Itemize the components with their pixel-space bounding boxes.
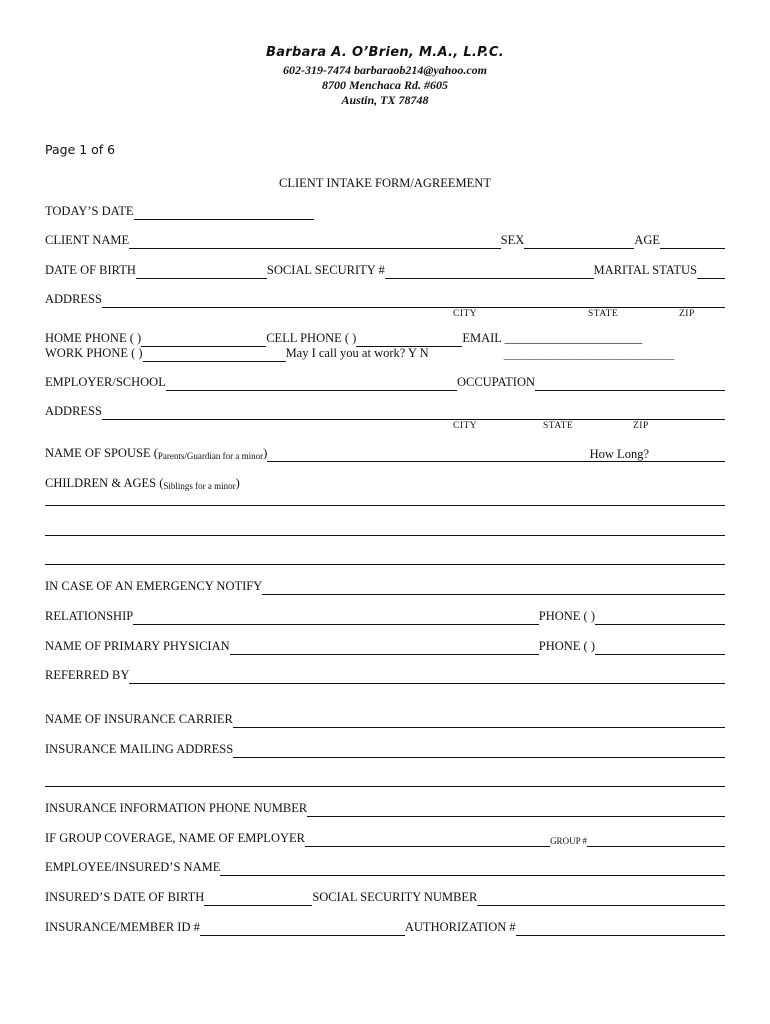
employer-field[interactable] — [166, 376, 457, 391]
children-line-2[interactable] — [45, 535, 725, 536]
children-note: Siblings for a minor — [163, 481, 236, 491]
provider-contact: 602-319-7474 barbaraob214@yahoo.com — [283, 63, 487, 77]
insurance-address-label: INSURANCE MAILING ADDRESS — [45, 742, 234, 756]
address-row — [45, 292, 725, 308]
state-caption-2: STATE — [543, 421, 574, 431]
email-label: EMAIL ______________________ — [462, 331, 643, 345]
ssn-field[interactable] — [385, 264, 594, 279]
group-employer-label: IF GROUP COVERAGE, NAME OF EMPLOYER — [45, 831, 305, 845]
referred-row — [45, 668, 725, 684]
phone-field-1[interactable] — [595, 610, 725, 625]
address-label: ADDRESS — [45, 292, 102, 306]
insurance-phone-label: INSURANCE INFORMATION PHONE NUMBER — [45, 801, 308, 815]
client-name-field[interactable] — [129, 234, 501, 249]
home-phone-label: HOME PHONE ( ) — [45, 331, 142, 345]
age-label: AGE — [634, 233, 660, 247]
phone-label-2: PHONE ( ) — [538, 639, 595, 653]
physician-label: NAME OF PRIMARY PHYSICIAN — [45, 639, 230, 653]
authorization-label: AUTHORIZATION # — [404, 920, 516, 934]
city-caption-2: CITY — [453, 421, 478, 431]
how-long-label: How Long? — [589, 447, 649, 461]
children-label: CHILDREN & AGES ( — [45, 476, 164, 490]
todays-date-label: TODAY’S DATE — [45, 204, 134, 218]
employer-address-field[interactable] — [102, 405, 725, 420]
insured-dob-row — [45, 890, 725, 906]
zip-caption-2: ZIP — [633, 421, 649, 431]
client-name-label: CLIENT NAME — [45, 233, 130, 247]
insured-name-label: EMPLOYEE/INSURED’S NAME — [45, 860, 221, 874]
employer-label: EMPLOYER/SCHOOL — [45, 375, 166, 389]
relationship-field[interactable] — [133, 610, 539, 625]
member-id-row — [45, 920, 725, 936]
emergency-field[interactable] — [262, 580, 725, 595]
insurance-address-line-2[interactable] — [45, 786, 725, 787]
work-extra-field[interactable]: _______________________________ — [503, 349, 675, 361]
spouse-close: ) — [263, 446, 268, 460]
employer-address-row — [45, 404, 725, 420]
home-phone-field[interactable] — [141, 332, 266, 347]
dob-row — [45, 263, 725, 279]
dob-field[interactable] — [136, 264, 267, 279]
state-caption: STATE — [588, 309, 619, 319]
group-employer-row — [45, 831, 725, 847]
work-phone-field[interactable] — [143, 347, 286, 362]
relationship-label: RELATIONSHIP — [45, 609, 134, 623]
referred-field[interactable] — [129, 669, 725, 684]
cell-phone-field[interactable] — [356, 332, 462, 347]
group-employer-field[interactable] — [305, 832, 550, 847]
sex-field[interactable] — [524, 234, 634, 249]
member-id-field[interactable] — [200, 921, 405, 936]
insurance-phone-field[interactable] — [307, 802, 725, 817]
referred-label: REFERRED BY — [45, 668, 130, 682]
children-line-3[interactable] — [45, 564, 725, 565]
phone-field-2[interactable] — [595, 640, 725, 655]
work-phone-row — [45, 346, 725, 362]
provider-city: Austin, TX 78748 — [341, 93, 429, 107]
group-num-field[interactable] — [587, 832, 725, 847]
form-title: CLIENT INTAKE FORM/AGREEMENT — [279, 176, 491, 190]
authorization-field[interactable] — [516, 921, 725, 936]
physician-row — [45, 639, 725, 655]
insurance-address-row — [45, 742, 725, 758]
call-at-work-label: May I call you at work? Y N — [285, 346, 429, 360]
phone-label-1: PHONE ( ) — [538, 609, 595, 623]
age-field[interactable] — [660, 234, 725, 249]
employer-row — [45, 375, 725, 391]
address-field[interactable] — [102, 293, 725, 308]
sex-label: SEX — [500, 233, 525, 247]
member-id-label: INSURANCE/MEMBER ID # — [45, 920, 200, 934]
children-line-1[interactable] — [45, 505, 725, 506]
page-number: Page 1 of 6 — [45, 142, 116, 157]
occupation-field[interactable] — [535, 376, 725, 391]
insurance-carrier-field[interactable] — [233, 713, 725, 728]
client-name-row — [45, 233, 725, 249]
emergency-row — [45, 579, 725, 595]
dob-label: DATE OF BIRTH — [45, 263, 136, 277]
spouse-label: NAME OF SPOUSE ( — [45, 446, 158, 460]
zip-caption: ZIP — [679, 309, 695, 319]
spouse-field[interactable] — [267, 447, 589, 462]
spouse-note: Parents/Guardian for a minor — [157, 451, 264, 461]
how-long-field[interactable] — [649, 447, 725, 462]
physician-field[interactable] — [230, 640, 539, 655]
children-close: ) — [235, 476, 240, 490]
city-caption: CITY — [453, 309, 478, 319]
insured-ssn-field[interactable] — [477, 891, 725, 906]
cell-phone-label: CELL PHONE ( ) — [266, 331, 357, 345]
work-phone-label: WORK PHONE ( ) — [45, 346, 143, 360]
emergency-label: IN CASE OF AN EMERGENCY NOTIFY — [45, 579, 263, 593]
insurance-phone-row — [45, 801, 725, 817]
group-num-label: GROUP # — [550, 836, 587, 846]
provider-name: Barbara A. O’Brien, M.A., L.P.C. — [266, 45, 504, 60]
insurance-carrier-label: NAME OF INSURANCE CARRIER — [45, 712, 233, 726]
todays-date-row — [45, 204, 725, 220]
employer-address-label: ADDRESS — [45, 404, 102, 418]
insured-ssn-label: SOCIAL SECURITY NUMBER — [312, 890, 478, 904]
insured-name-row — [45, 860, 725, 876]
relationship-row — [45, 609, 725, 625]
occupation-label: OCCUPATION — [456, 375, 535, 389]
insured-dob-label: INSURED’S DATE OF BIRTH — [45, 890, 205, 904]
marital-field[interactable] — [697, 264, 725, 279]
todays-date-field[interactable] — [134, 205, 314, 220]
insured-name-field[interactable] — [220, 861, 725, 876]
insurance-address-field[interactable] — [233, 743, 725, 758]
children-row — [45, 476, 725, 492]
spouse-row — [45, 446, 725, 462]
insured-dob-field[interactable] — [204, 891, 312, 906]
marital-label: MARITAL STATUS — [593, 263, 697, 277]
ssn-label: SOCIAL SECURITY # — [266, 263, 385, 277]
insurance-carrier-row — [45, 712, 725, 728]
home-phone-row — [45, 331, 725, 347]
provider-street: 8700 Menchaca Rd. #605 — [322, 78, 448, 92]
